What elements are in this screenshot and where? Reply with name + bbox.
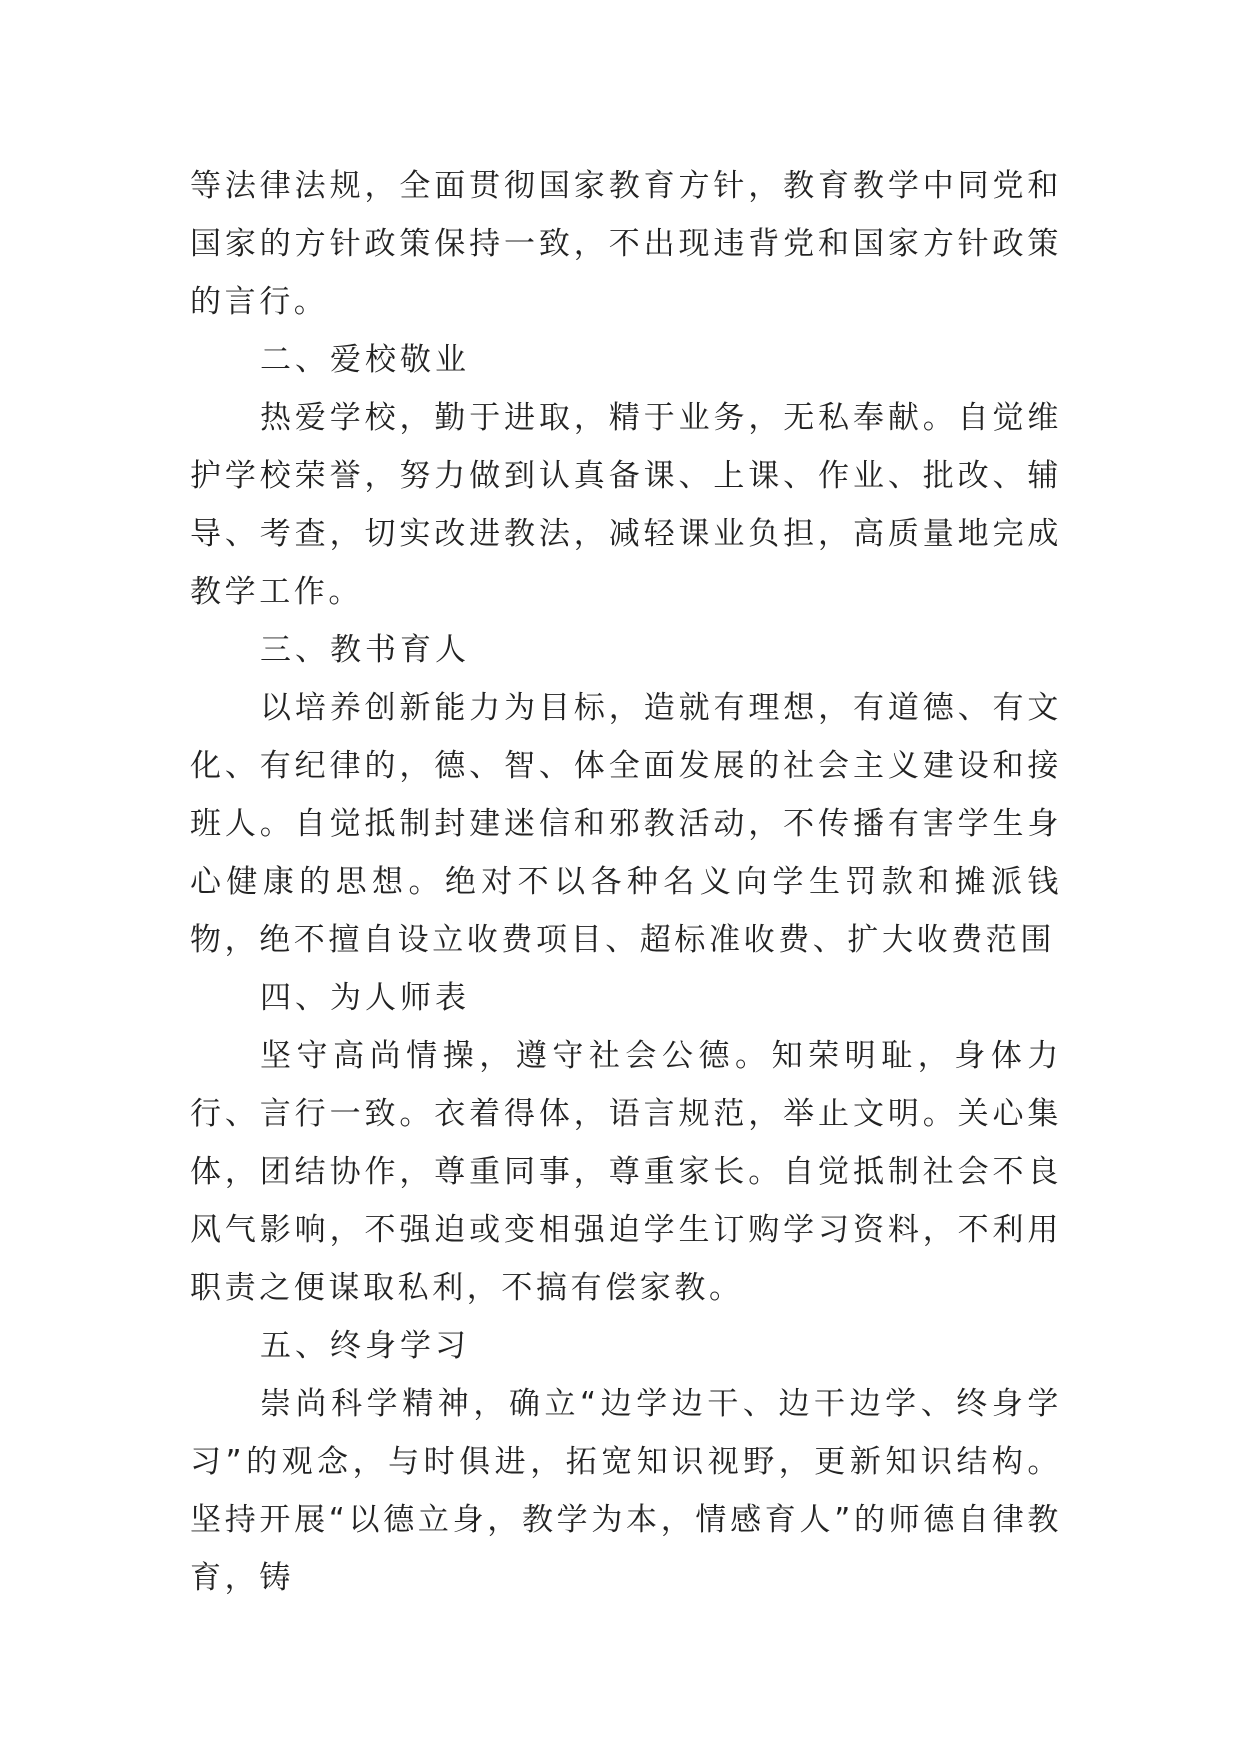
paragraph-continuation: 等法律法规，全面贯彻国家教育方针，教育教学中同党和国家的方针政策保持一致，不出现违背党和国家方针政策的言行。 — [190, 168, 1062, 320]
paragraph-section-5: 崇尚科学精神，确立“边学边干、边干边学、终身学习”的观念，与时俱进，拓宽知识视野，更新知识结构。坚持开展“以德立身，教学为本，情感育人”的师德自律教育，铸 — [190, 1386, 1062, 1596]
document-body — [190, 157, 1062, 1607]
section-heading-3: 三、教书育人 — [260, 632, 470, 668]
section-heading-5: 五、终身学习 — [260, 1328, 470, 1364]
paragraph-section-2: 热爱学校，勤于进取，精于业务，无私奉献。自觉维护学校荣誉，努力做到认真备课、上课、作业、批改、辅导、考查，切实改进教法，减轻课业负担，高质量地完成教学工作。 — [190, 400, 1062, 610]
paragraph-section-3: 以培养创新能力为目标，造就有理想，有道德、有文化、有纪律的，德、智、体全面发展的社会主义建设和接班人。自觉抵制封建迷信和邪教活动，不传播有害学生身心健康的思想。绝对不以各种名义向学生罚款和摊派钱物，绝不擅自设立收费项目、超标准收费、扩大收费范围 — [190, 690, 1062, 958]
section-heading-4: 四、为人师表 — [260, 980, 470, 1016]
paragraph-section-4: 坚守高尚情操，遵守社会公德。知荣明耻，身体力行、言行一致。衣着得体，语言规范，举止文明。关心集体，团结协作，尊重同事，尊重家长。自觉抵制社会不良风气影响，不强迫或变相强迫学生订购学习资料，不利用职责之便谋取私利，不搞有偿家教。 — [190, 1038, 1062, 1306]
section-heading-2: 二、爱校敬业 — [260, 342, 470, 378]
